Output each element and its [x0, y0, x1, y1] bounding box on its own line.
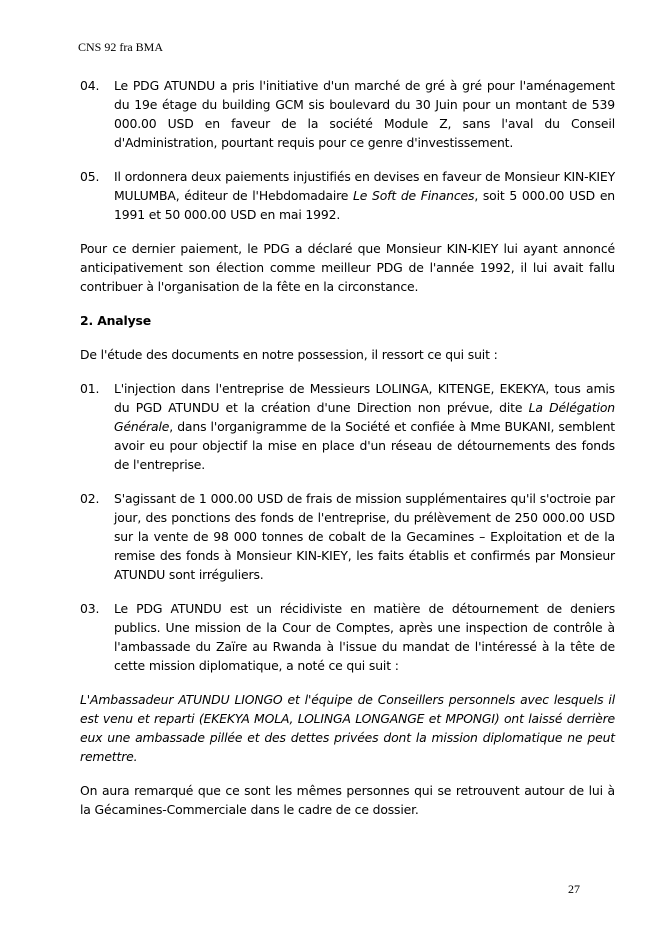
finding-item-05: [80, 167, 615, 224]
finding-item-04: [80, 76, 615, 152]
item-number: 01.: [80, 381, 100, 396]
document-body: [80, 76, 615, 819]
page-header: CNS 92 fra BMA: [78, 40, 164, 54]
quoted-finding: L'Ambassadeur ATUNDU LIONGO et l'équipe de Conseillers personnels avec lesquels il est venu et reparti (EKEKYA MOLA, LOLINGA LONGANGE et MPONGI) ont laissé derrière eux une ambassade pillée et des dettes privées dont la mission diplomatique ne peut remettre.: [80, 692, 615, 764]
analysis-item-02: [80, 489, 615, 584]
item-number: 03.: [80, 601, 100, 616]
item-number: 04.: [80, 78, 100, 93]
item-text-before: Il ordonnera deux paiements injustifiés en devises en faveur de Monsieur KIN-KIEY MULUMBA, éditeur de l'Hebdomadaire: [114, 169, 615, 203]
analysis-item-03: [80, 599, 615, 675]
analysis-item-01: [80, 379, 615, 474]
item-text-after: , soit 5 000.00 USD en 1991 et 50 000.00 USD en mai 1992.: [114, 188, 615, 222]
publication-title: Le Soft de Finances: [353, 188, 475, 203]
item-text: Le PDG ATUNDU est un récidiviste en matière de détournement de deniers publics. Une mission de la Cour de Comptes, après une inspection de contrôle à l'ambassade du Zaïre au Rwanda à l'issue du mandat de l'intéressé à la tête de cette mission diplomatique, a noté ce qui suit :: [114, 601, 615, 673]
payment-paragraph: Pour ce dernier paiement, le PDG a déclaré que Monsieur KIN-KIEY lui ayant annoncé anticipativement son élection comme meilleur PDG de l'année 1992, il lui avait fallu contribuer à l'organisation de la fête en la circonstance.: [80, 241, 615, 294]
closing-paragraph: On aura remarqué que ce sont les mêmes personnes qui se retrouvent autour de lui à la Gécamines-Commerciale dans le cadre de ce dossier.: [80, 783, 615, 817]
analysis-intro: De l'étude des documents en notre possession, il ressort ce qui suit :: [80, 347, 498, 362]
item-text: Le PDG ATUNDU a pris l'initiative d'un marché de gré à gré pour l'aménagement du 19e étage du building GCM sis boulevard du 30 Juin pour un montant de 539 000.00 USD en faveur de la société Module Z, sans l'aval du Conseil d'Administration, pourtant requis pour ce genre d'investissement.: [114, 78, 615, 150]
section-heading: 2. Analyse: [80, 313, 152, 328]
page-number: 27: [568, 882, 580, 896]
item-number: 02.: [80, 491, 100, 506]
item-text-after: , dans l'organigramme de la Société et confiée à Mme BUKANI, semblent avoir eu pour objectif la mise en place d'un réseau de détournements des fonds de l'entreprise.: [114, 419, 615, 472]
item-text-before: L'injection dans l'entreprise de Messieurs LOLINGA, KITENGE, EKEKYA, tous amis du PGD ATUNDU et la création d'une Direction non prévue, dite: [114, 381, 615, 415]
italic-term: La Délégation Générale: [114, 400, 615, 434]
item-text: S'agissant de 1 000.00 USD de frais de mission supplémentaires qu'il s'octroie par jour, des ponctions des fonds de l'entreprise, du prélèvement de 250 000.00 USD sur la vente de 98 000 tonnes de cobalt de la Gecamines – Exploitation et de la remise des fonds à Monsieur KIN-KIEY, les faits établis et confirmés par Monsieur ATUNDU sont irréguliers.: [114, 491, 615, 582]
item-number: 05.: [80, 169, 100, 184]
